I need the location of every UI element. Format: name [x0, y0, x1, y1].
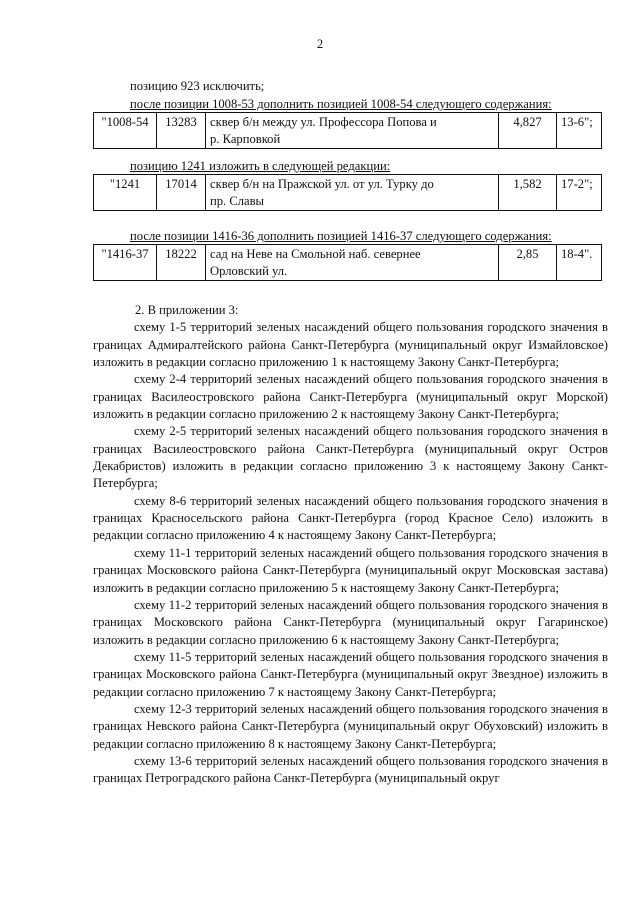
- area-cell: 4,827: [499, 113, 557, 149]
- paragraph: схему 2-5 территорий зеленых насаждений общего пользования городского значения в границах Василеостровского района Санкт-Петербурга (муниципальный округ Остров Декабристов) изложить в редакции согласно приложению 3 к настоящему Закону Санкт-Петербурга;: [93, 424, 608, 491]
- paragraph: схему 2-4 территорий зеленых насаждений общего пользования городского значения в границах Василеостровского района Санкт-Петербурга (муниципальный округ Морской) изложить в редакции согласно приложению 2 к настоящему Закону Санкт-Петербурга;: [93, 372, 608, 422]
- paragraph: схему 11-1 территорий зеленых насаждений общего пользования городского значения в границах Московского района Санкт-Петербурга (муниципальный округ Московская застава) изложить в редакции согласно приложению 5 к настоящему Закону Санкт-Петербурга;: [93, 545, 608, 595]
- table-row: [94, 113, 602, 149]
- position-number-cell: "1416-37: [94, 245, 157, 281]
- area-cell: 1,582: [499, 175, 557, 211]
- paragraph: схему 11-2 территорий зеленых насаждений общего пользования городского значения в границах Московского района Санкт-Петербурга (муниципальный округ Гагаринское) изложить в редакции согласно приложению 6 к настоящему Закону Санкт-Петербурга;: [93, 597, 608, 647]
- name-line: сквер б/н между ул. Профессора Попова и: [210, 115, 437, 129]
- name-line: сквер б/н на Пражской ул. от ул. Турку до: [210, 177, 434, 191]
- text-line-add-1416: после позиции 1416-36 дополнить позицией 1416-37 следующего содержания:: [130, 229, 552, 243]
- code-cell: 18222: [157, 245, 206, 281]
- text-line-change-1241: позицию 1241 изложить в следующей редакции:: [130, 159, 391, 173]
- page-number: 2: [316, 37, 324, 51]
- code-cell: 17014: [157, 175, 206, 211]
- scheme-cell: 18-4".: [557, 245, 602, 281]
- paragraph: схему 12-3 территорий зеленых насаждений общего пользования городского значения в границах Невского района Санкт-Петербурга (муниципальный округ Обуховский) изложить в редакции согласно приложению 8 к настоящему Закону Санкт-Петербурга;: [93, 701, 608, 751]
- table-position-1416-37: [93, 244, 602, 281]
- table-position-1241: [93, 174, 602, 211]
- name-line: р. Карповкой: [210, 132, 281, 146]
- position-number-cell: "1241: [94, 175, 157, 211]
- appendix-section: [93, 302, 608, 788]
- scheme-cell: 13-6";: [557, 113, 602, 149]
- section-heading: 2. В приложении 3:: [135, 303, 239, 317]
- text-line-exclude: позицию 923 исключить;: [130, 79, 265, 93]
- table-position-1008-54: [93, 112, 602, 149]
- paragraph: схему 11-5 территорий зеленых насаждений общего пользования городского значения в границах Московского района Санкт-Петербурга (муниципальный округ Звездное) изложить в редакции согласно приложению 7 к настоящему Закону Санкт-Петербурга;: [93, 649, 608, 699]
- paragraph: схему 8-6 территорий зеленых насаждений общего пользования городского значения в границах Красносельского района Санкт-Петербурга (город Красное Село) изложить в редакции согласно приложению 4 к настоящему Закону Санкт-Петербурга;: [93, 493, 608, 543]
- table-row: [94, 245, 602, 281]
- name-cell: [206, 245, 499, 281]
- paragraph: схему 1-5 территорий зеленых насаждений общего пользования городского значения в границах Адмиралтейского района Санкт-Петербурга (муниципальный округ Измайловское) изложить в редакции согласно приложению 1 к настоящему Закону Санкт-Петербурга;: [93, 320, 608, 370]
- name-cell: [206, 175, 499, 211]
- name-line: пр. Славы: [210, 194, 265, 208]
- table-row: [94, 175, 602, 211]
- scheme-cell: 17-2";: [557, 175, 602, 211]
- text-line-add-1008: после позиции 1008-53 дополнить позицией 1008-54 следующего содержания:: [130, 97, 552, 111]
- paragraph: схему 13-6 территорий зеленых насаждений общего пользования городского значения в границах Петроградского района Санкт-Петербурга (муниципальный округ: [93, 753, 608, 786]
- code-cell: 13283: [157, 113, 206, 149]
- area-cell: 2,85: [499, 245, 557, 281]
- name-line: сад на Неве на Смольной наб. севернее: [210, 247, 421, 261]
- name-cell: [206, 113, 499, 149]
- name-line: Орловский ул.: [210, 264, 288, 278]
- position-number-cell: "1008-54: [94, 113, 157, 149]
